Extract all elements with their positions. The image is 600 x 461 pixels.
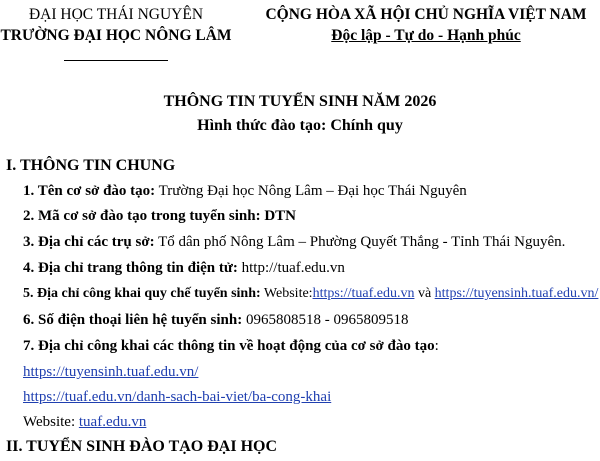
item7-colon: : [434, 338, 439, 354]
header-right [252, 4, 600, 46]
university-name: ĐẠI HỌC THÁI NGUYÊN [28, 6, 204, 23]
item4-label: 4. Địa chỉ trang thông tin điện tử: [23, 260, 238, 276]
item7-label: 7. Địa chỉ công khai các thông tin về hoạt động của cơ sở đào tạo [23, 338, 435, 354]
item6-value: 0965808518 - 0965809518 [242, 312, 409, 328]
section2-heading: II. TUYỂN SINH ĐÀO TẠO ĐẠI HỌC [6, 438, 278, 455]
national-motto [252, 25, 600, 46]
item3 [23, 234, 565, 251]
document-title: THÔNG TIN TUYỂN SINH NĂM 2026 [163, 93, 437, 110]
section1-heading: I. THÔNG TIN CHUNG [6, 157, 176, 174]
item3-label: 3. Địa chỉ các trụ sở: [23, 234, 155, 250]
item7-link-ba-cong-khai[interactable]: https://tuaf.edu.vn/danh-sach-bai-viet/ba-cong-khai [23, 389, 332, 405]
school-name: TRƯỜNG ĐẠI HỌC NÔNG LÂM [0, 27, 232, 44]
national-title: CỘNG HÒA XÃ HỘI CHỦ NGHĨA VIỆT NAM [265, 6, 587, 23]
item3-value: Tổ dân phố Nông Lâm – Phường Quyết Thắng - Tỉnh Thái Nguyên. [154, 234, 566, 250]
document-subtitle: Hình thức đào tạo: Chính quy [197, 117, 403, 134]
item4-value: http://tuaf.edu.vn [237, 260, 345, 276]
item7-website-prefix: Website: [23, 414, 79, 430]
header-left-underline [0, 46, 232, 67]
item6-label: 6. Số điện thoại liên hệ tuyển sinh: [23, 312, 243, 328]
item7 [23, 338, 439, 355]
item7-link2-line [23, 389, 331, 406]
item1-value: Trường Đại học Nông Lâm – Đại học Thái Nguyên [155, 183, 467, 199]
item4 [23, 260, 345, 277]
item1 [23, 183, 467, 200]
item5-and: và [414, 286, 435, 301]
item5-prefix: Website: [260, 286, 313, 301]
item7-link-tuyensinh[interactable]: https://tuyensinh.tuaf.edu.vn/ [23, 364, 199, 380]
item5-label: 5. Địa chỉ công khai quy chế tuyển sinh: [23, 286, 261, 301]
item7-website-link[interactable]: tuaf.edu.vn [78, 414, 147, 430]
national-motto-text: Độc lập - Tự do - Hạnh phúc [331, 27, 521, 44]
item7-link1-line [23, 364, 198, 381]
item6 [23, 312, 408, 329]
item5-link-tuyensinh[interactable]: https://tuyensinh.tuaf.edu.vn/ [434, 286, 599, 301]
item1-label: 1. Tên cơ sở đào tạo: [23, 183, 156, 199]
item5 [23, 286, 598, 302]
item7-website-line [23, 414, 146, 431]
item2 [23, 208, 296, 225]
item2-label: 2. Mã cơ sở đào tạo trong tuyển sinh: DTN [23, 208, 297, 224]
header-left [0, 4, 232, 67]
item5-link-tuaf[interactable]: https://tuaf.edu.vn [312, 286, 415, 301]
